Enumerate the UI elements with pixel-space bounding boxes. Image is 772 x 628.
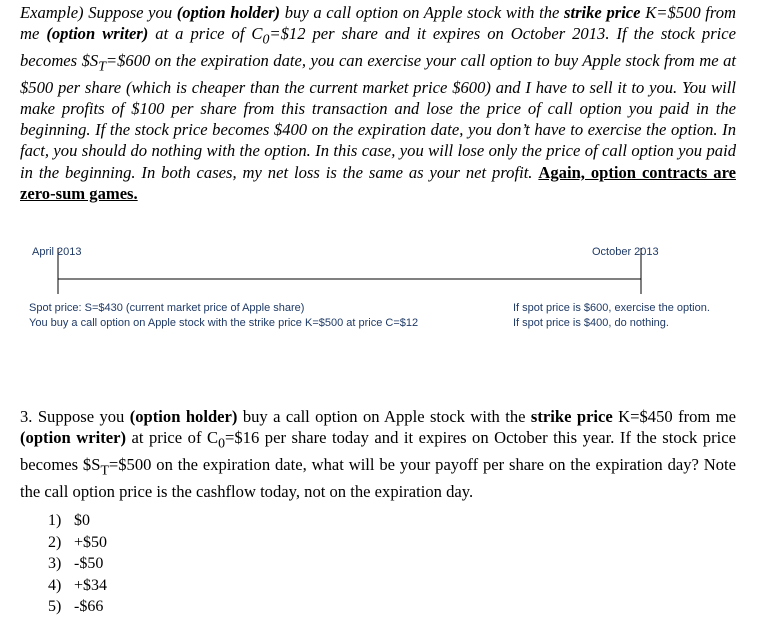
question-subscript: T (100, 462, 109, 478)
timeline-left-line1: Spot price: S=$430 (current market price of Apple share) (29, 302, 305, 314)
choice-text: +$50 (74, 533, 108, 551)
example-text: =$12 per share and it expires on October 2013. If the stock price becomes $S (20, 24, 737, 70)
timeline-left-line2: You buy a call option on Apple stock with the strike price K=$500 at price C=$12 (29, 317, 419, 329)
choice-number: 5) (48, 598, 62, 615)
example-subscript: 0 (262, 31, 270, 47)
choice-text: +$34 (74, 576, 108, 594)
choice-number: 1) (48, 512, 62, 529)
timeline-end-label: October 2013 (592, 246, 659, 258)
choice-number: 4) (48, 576, 62, 594)
answer-choice[interactable] (48, 596, 107, 618)
choice-text: -$50 (74, 555, 104, 572)
example-text: K=$500 from me (20, 3, 737, 44)
example-text: buy a call option on Apple stock with the (280, 3, 564, 22)
question-text: 3. Suppose you (20, 407, 130, 426)
answer-choice[interactable] (48, 532, 107, 554)
example-strike-price: strike price (564, 3, 641, 22)
answer-choice[interactable] (48, 510, 107, 532)
question-subscript: 0 (218, 435, 226, 451)
answer-choices (48, 510, 107, 618)
example-text: Example) Suppose you (20, 3, 177, 22)
example-paragraph (20, 2, 736, 204)
question-strike-price: strike price (530, 407, 613, 426)
example-text: at a price of C (148, 24, 263, 44)
choice-number: 2) (48, 533, 62, 551)
answer-choice[interactable] (48, 575, 107, 597)
question-text: K=$450 from me (612, 407, 736, 426)
example-option-writer: (option writer) (46, 24, 149, 44)
answer-choice[interactable] (48, 553, 107, 575)
question-paragraph (20, 406, 736, 502)
choice-text: $0 (74, 512, 90, 529)
example-conclusion: Again, option contracts are zero-sum games. (20, 162, 737, 203)
timeline-diagram (0, 230, 772, 340)
example-text: =$600 on the expiration date, you can exercise your call option to buy Apple stock from me at $500 per share (which is cheaper than the current market price $600) and I have to sell it to you. You will make profits of $100 per share from this transaction and lose the price of call option you paid in the beginning. If the stock price becomes $400 on the expiration date, you don’t have to exercise the option. In fact, you should do nothing with the option. In this case, you will lose only the price of call option you paid in the beginning. In both cases, my net loss is the same as your net profit. (20, 50, 737, 182)
timeline-right-line2: If spot price is $400, do nothing. (513, 317, 669, 329)
question-option-writer: (option writer) (20, 428, 126, 448)
example-subscript: T (98, 58, 106, 74)
example-option-holder: (option holder) (176, 3, 281, 22)
timeline-start-label: April 2013 (32, 246, 82, 258)
question-text: buy a call option on Apple stock with the (237, 407, 531, 426)
question-text: =$500 on the expiration date, what will be your payoff per share on the expiration day? Note the call option price is the cashflow today, not on the expiration day. (20, 455, 737, 501)
question-option-holder: (option holder) (129, 407, 238, 426)
question-text: at price of C (125, 428, 219, 448)
choice-text: -$66 (74, 598, 104, 615)
question-text: =$16 per share today and it expires on October this year. If the stock price becomes $S (20, 428, 736, 475)
timeline-right-line1: If spot price is $600, exercise the option. (513, 302, 710, 314)
choice-number: 3) (48, 555, 62, 572)
